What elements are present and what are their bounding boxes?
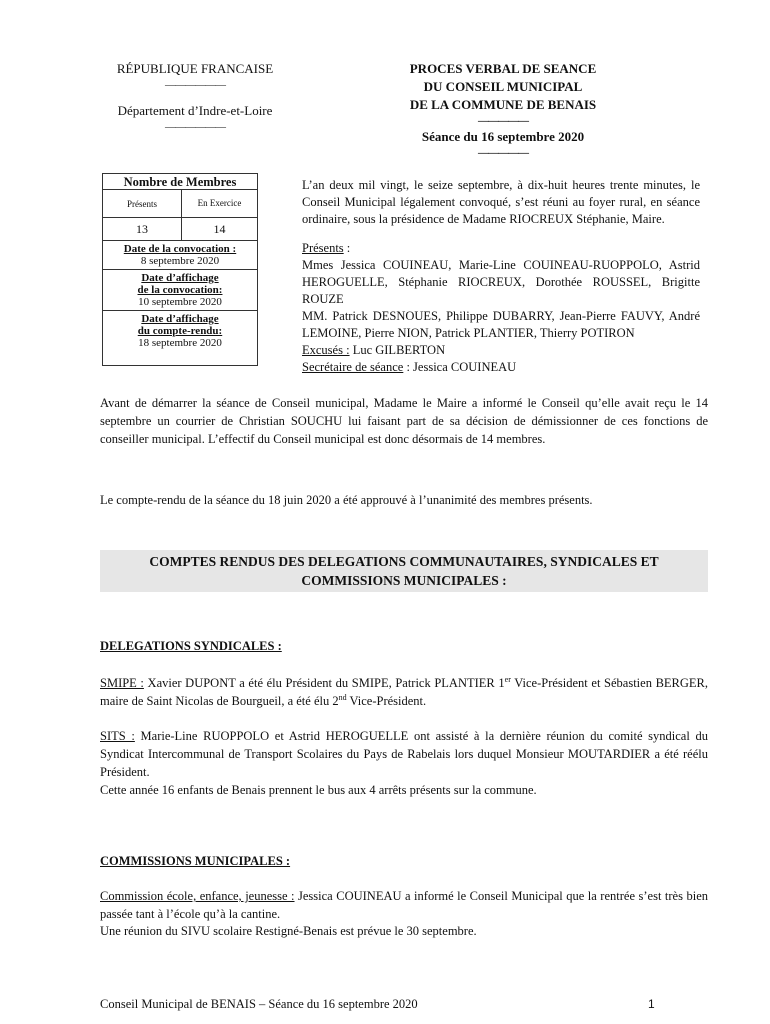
excused-names: Luc GILBERTON bbox=[349, 343, 446, 357]
superscript: er bbox=[504, 674, 511, 684]
document-title-line3: DE LA COMMUNE DE BENAIS bbox=[409, 97, 597, 112]
sits-text: Marie-Line RUOPPOLO et Astrid HEROGUELLE ont assisté à la dernière réunion du comité syndical du Syndicat Intercommunal de Transport Scolaires du Pays de Rabelais lors duquel Monsieur MOUTARDIER a été réélu Président. bbox=[100, 729, 708, 779]
secretary-label: Secrétaire de séance bbox=[302, 360, 404, 374]
divider: —————— bbox=[165, 79, 225, 91]
school-commission-label: Commission école, enfance, jeunesse : bbox=[100, 889, 295, 903]
convocation-cell bbox=[103, 241, 258, 270]
superscript: nd bbox=[338, 692, 347, 702]
present-line bbox=[302, 240, 700, 257]
section-banner: COMPTES RENDUS DES DELEGATIONS COMMUNAUTAIRES, SYNDICALES ET COMMISSIONS MUNICIPALES : bbox=[100, 550, 708, 592]
posting-convocation-date: 10 septembre 2020 bbox=[138, 296, 222, 308]
present-header: Présents bbox=[103, 190, 182, 218]
smipe-paragraph bbox=[100, 674, 708, 710]
smipe-text: Vice-Président. bbox=[346, 694, 427, 708]
country-name: RÉPUBLIQUE FRANCAISE bbox=[116, 61, 274, 76]
exercise-count: 14 bbox=[182, 218, 258, 241]
posting-report-label: Date d’affichage bbox=[141, 313, 219, 325]
secretary-name: : Jessica COUINEAU bbox=[403, 360, 517, 374]
present-suffix: : bbox=[343, 241, 351, 255]
convocation-date: 8 septembre 2020 bbox=[140, 255, 220, 267]
smipe-text: Xavier DUPONT a été élu Président du SMIPE, Patrick PLANTIER 1 bbox=[143, 676, 505, 690]
present-women: Mmes Jessica COUINEAU, Marie-Line COUINEAU-RUOPPOLO, Astrid HEROGUELLE, Stéphanie RIOCREUX, Dorothée ROUSSEL, Brigitte ROUZE bbox=[302, 258, 700, 306]
document-title-line1: PROCES VERBAL DE SEANCE bbox=[409, 61, 597, 76]
members-box bbox=[102, 173, 258, 366]
excused-label: Excusés : bbox=[302, 343, 350, 357]
smipe-text: Vice-Président et Sébastien BERGER, maire de Saint Nicolas de Bourgueil, a été élu 2 bbox=[100, 676, 709, 708]
opening-paragraph: L’an deux mil vingt, le seize septembre, à dix-huit heures trente minutes, le Conseil Municipal légalement convoqué, s’est réuni au foyer rural, en séance ordinaire, sous la présidence de Madame RIOCREUX Stéphanie, Maire. bbox=[302, 178, 700, 226]
department-name: Département d’Indre-et-Loire bbox=[117, 103, 273, 118]
delegations-heading: DELEGATIONS SYNDICALES : bbox=[100, 639, 282, 653]
approval-paragraph: Le compte-rendu de la séance du 18 juin 2020 a été approuvé à l’unanimité des membres présents. bbox=[100, 493, 593, 507]
session-date: Séance du 16 septembre 2020 bbox=[421, 129, 585, 144]
posting-report-cell bbox=[103, 311, 258, 366]
footer-text: Conseil Municipal de BENAIS – Séance du 16 septembre 2020 bbox=[100, 997, 418, 1011]
bus-paragraph: Cette année 16 enfants de Benais prennent le bus aux 4 arrêts présents sur la commune. bbox=[100, 783, 537, 797]
sivu-paragraph: Une réunion du SIVU scolaire Restigné-Benais est prévue le 30 septembre. bbox=[100, 924, 477, 938]
convocation-label: Date de la convocation : bbox=[123, 243, 237, 255]
header-left bbox=[90, 60, 300, 134]
school-commission-text: Jessica COUINEAU a informé le Conseil Municipal que la rentrée s’est très bien passée tant à l’école qu’à la cantine. bbox=[100, 889, 708, 921]
posting-convocation-label: de la convocation: bbox=[137, 284, 223, 296]
present-count: 13 bbox=[103, 218, 182, 241]
excused-line bbox=[302, 342, 700, 359]
members-title: Nombre de Membres bbox=[103, 174, 258, 190]
posting-report-date: 18 septembre 2020 bbox=[138, 337, 222, 349]
resignation-paragraph: Avant de démarrer la séance de Conseil municipal, Madame le Maire a informé le Conseil qu’elle avait reçu le 14 septembre un courrier de Christian SOUCHU lui faisant part de sa décision de démissionner de ces fonctions de conseiller municipal. L’effectif du Conseil municipal est donc désormais de 14 membres. bbox=[100, 396, 708, 446]
smipe-label: SMIPE : bbox=[100, 676, 144, 690]
document-title-line2: DU CONSEIL MUNICIPAL bbox=[423, 79, 583, 94]
commissions-heading: COMMISSIONS MUNICIPALES : bbox=[100, 854, 291, 868]
posting-convocation-label: Date d’affichage bbox=[141, 272, 219, 284]
page-number: 1 bbox=[648, 997, 655, 1011]
sits-label: SITS : bbox=[100, 729, 135, 743]
posting-report-label: du compte-rendu: bbox=[137, 325, 223, 337]
header-right bbox=[370, 60, 636, 160]
divider: ————— bbox=[478, 147, 528, 159]
divider: ————— bbox=[478, 115, 528, 127]
secretary-line bbox=[302, 359, 700, 376]
posting-convocation-cell bbox=[103, 270, 258, 311]
sits-paragraph bbox=[100, 727, 708, 781]
present-men: MM. Patrick DESNOUES, Philippe DUBARRY, Jean-Pierre FAUVY, André LEMOINE, Pierre NION, Patrick PLANTIER, Thierry POTIRON bbox=[302, 309, 700, 340]
present-label: Présents bbox=[302, 241, 344, 255]
exercise-header: En Exercice bbox=[182, 190, 258, 218]
school-commission-paragraph bbox=[100, 887, 708, 923]
divider: —————— bbox=[165, 121, 225, 133]
intro-block bbox=[302, 177, 700, 376]
